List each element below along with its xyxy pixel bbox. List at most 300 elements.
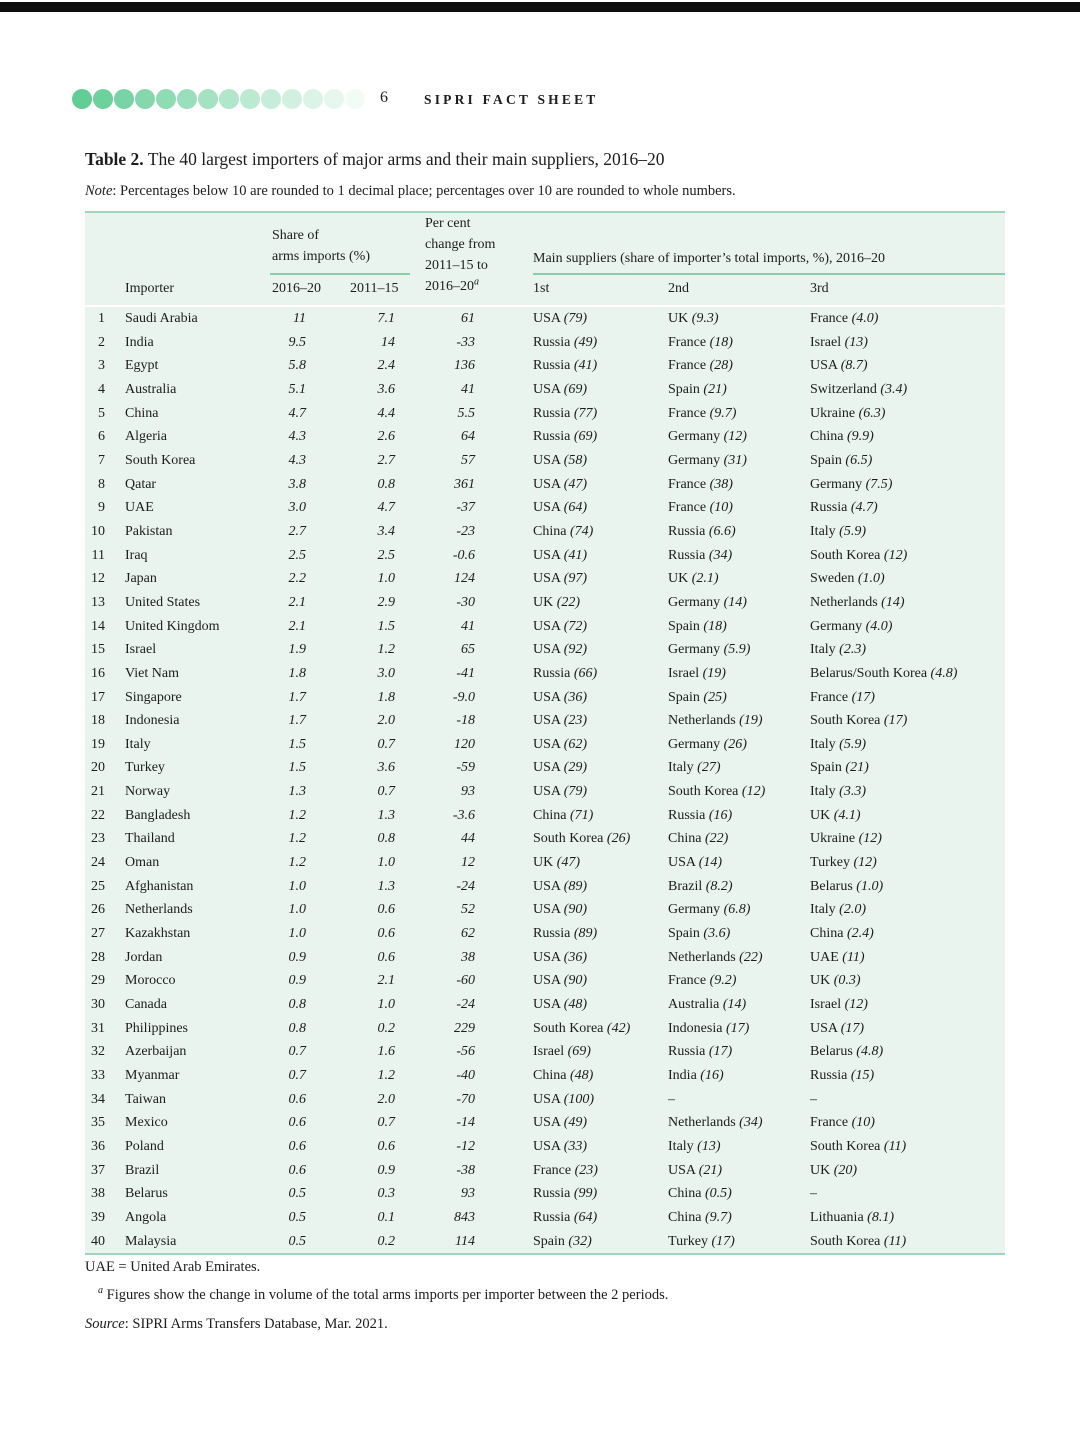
pct-footnote-marker: a [474, 276, 480, 288]
supplier-1st-cell [533, 827, 668, 851]
supplier-share: (4.0) [865, 618, 893, 634]
importer-cell: Pakistan [125, 523, 173, 539]
supplier-1st-cell [533, 875, 668, 899]
table-title-text: The 40 largest importers of major arms and their main suppliers, 2016–20 [147, 149, 665, 169]
source-note [85, 1316, 388, 1333]
supplier-name: Italy [810, 902, 836, 918]
supplier-name: South Korea [810, 713, 881, 729]
supplier-name: Brazil [668, 878, 703, 894]
rank-cell: 34 [91, 1091, 105, 1107]
supplier-share: (5.9) [839, 523, 866, 539]
table-row [85, 544, 1005, 568]
supplier-name: France [668, 973, 707, 989]
supplier-1st-cell [533, 331, 668, 355]
supplier-name: Spain [533, 1233, 565, 1249]
supplier-name: Russia [668, 523, 706, 539]
supplier-name: USA [533, 1138, 561, 1154]
supplier-name: USA [533, 784, 561, 800]
supplier-name: Indonesia [668, 1020, 723, 1036]
supplier-share: (2.3) [839, 642, 866, 658]
dot-icon [114, 89, 134, 109]
supplier-1st-cell [533, 567, 668, 591]
supplier-share: (34) [739, 1115, 763, 1131]
share-2016-cell: 2.5 [288, 547, 306, 563]
share-2011-cell: 4.7 [377, 500, 396, 516]
supplier-share: (79) [563, 784, 588, 800]
rank-cell: 25 [91, 878, 105, 894]
supplier-name: China [533, 1068, 567, 1083]
supplier-name: Belarus/South Korea [810, 665, 928, 681]
supplier-2nd-cell [668, 1088, 810, 1112]
supplier-share: (77) [573, 405, 598, 421]
supplier-share: (12) [858, 831, 882, 847]
supplier-3rd-cell [810, 827, 1005, 851]
pct-change-header [410, 212, 533, 306]
share-2016-cell: 1.7 [288, 689, 306, 705]
supplier-share: (26) [723, 736, 747, 752]
supplier-1st-cell [533, 898, 668, 922]
importer-cell: Oman [125, 855, 160, 871]
supplier-name: Russia [810, 1068, 848, 1083]
supplier-share: (12) [883, 547, 908, 563]
share-2011-cell: 0.3 [377, 1186, 396, 1202]
supplier-name: USA [533, 878, 561, 894]
supplier-name: Israel [810, 334, 842, 350]
dot-icon [345, 89, 365, 109]
supplier-name: Spain [668, 689, 700, 705]
supplier-3rd-cell [810, 591, 1005, 615]
supplier-1st-cell [533, 378, 668, 402]
table-row [85, 449, 1005, 473]
supplier-3rd-cell [810, 331, 1005, 355]
supplier-name: Israel [533, 1044, 565, 1060]
supplier-2nd-cell [668, 1064, 810, 1088]
supplier-name: France [810, 1115, 849, 1131]
supplier-share: (66) [573, 665, 598, 681]
supplier-3rd-cell [810, 756, 1005, 780]
supplier-share: (14) [881, 594, 905, 610]
supplier-share: (7.5) [865, 476, 893, 492]
supplier-name: Netherlands [668, 949, 736, 965]
importer-cell: Singapore [125, 689, 182, 705]
table-row [85, 1159, 1005, 1183]
table-row [85, 473, 1005, 497]
supplier-share: (25) [703, 689, 727, 705]
footnote-a-marker: a [98, 1285, 103, 1297]
supplier-2nd-cell [668, 733, 810, 757]
supplier-2nd-cell [668, 354, 810, 378]
supplier-share: (49) [563, 1115, 588, 1131]
share-2011-cell: 1.2 [377, 1068, 396, 1083]
supplier-name: China [668, 831, 702, 847]
supplier-3rd-cell [810, 804, 1005, 828]
supplier-1st-cell [533, 1017, 668, 1041]
rank-cell: 24 [91, 855, 105, 871]
table-row [85, 969, 1005, 993]
change-cell: -24 [456, 878, 476, 894]
pct-line1: Per cent [425, 216, 471, 231]
importer-cell: India [125, 334, 154, 350]
supplier-name: Russia [533, 429, 571, 445]
table-row [85, 1017, 1005, 1041]
supplier-name: Ukraine [810, 831, 856, 847]
share-2011-cell: 0.7 [377, 736, 396, 752]
rank-cell: 11 [91, 547, 105, 563]
supplier-1st-cell [533, 804, 668, 828]
supplier-2nd-cell [668, 544, 810, 568]
supplier-name: UK [668, 311, 689, 326]
rank-cell: 14 [91, 618, 105, 634]
main-suppliers-spanner-header: Main suppliers (share of importer’s total imports, %), 2016–20 [533, 212, 1005, 274]
importer-cell: Morocco [125, 973, 176, 989]
supplier-share: (18) [709, 334, 733, 350]
supplier-share: (74) [569, 523, 594, 539]
rank-cell: 3 [98, 358, 105, 374]
supplier-share: (42) [606, 1020, 631, 1036]
supplier-share: (6.5) [845, 452, 873, 468]
supplier-name: USA [533, 760, 561, 776]
change-cell: -3.6 [452, 807, 476, 823]
supplier-name: USA [533, 618, 561, 634]
table-row [85, 378, 1005, 402]
table-row [85, 780, 1005, 804]
rank-cell: 35 [91, 1115, 105, 1131]
supplier-2nd-cell [668, 473, 810, 497]
supplier-1st-cell [533, 1159, 668, 1183]
supplier-2nd-cell [668, 638, 810, 662]
supplier-2nd-cell [668, 567, 810, 591]
share-2016-cell: 9.5 [288, 334, 306, 350]
supplier-2nd-cell [668, 662, 810, 686]
supplier-name: Germany [668, 736, 721, 752]
share-2016-cell: 0.9 [288, 949, 306, 965]
supplier-share: (8.2) [705, 878, 733, 894]
supplier-name: Russia [533, 665, 571, 681]
importer-cell: Belarus [125, 1186, 168, 1202]
supplier-3rd-cell [810, 402, 1005, 426]
rank-cell: 4 [98, 381, 105, 397]
rank-cell: 12 [91, 571, 105, 587]
supplier-3rd-cell [810, 1230, 1005, 1255]
supplier-share: (49) [573, 334, 598, 350]
supplier-name: Germany [810, 618, 863, 634]
supplier-name: USA [533, 949, 561, 965]
supplier-name: Turkey [668, 1233, 708, 1249]
share-2016-cell: 0.5 [288, 1186, 306, 1202]
supplier-name: France [668, 476, 707, 492]
supplier-name: South Korea [533, 1020, 604, 1036]
importer-cell: Thailand [125, 831, 175, 847]
supplier-name: China [668, 1209, 702, 1225]
rank-cell: 15 [91, 642, 105, 658]
supplier-name: USA [533, 1091, 561, 1107]
share-2016-cell: 0.6 [288, 1138, 306, 1154]
rank-cell: 8 [98, 476, 105, 492]
supplier-1st-cell [533, 496, 668, 520]
share-2011-cell: 0.8 [377, 831, 396, 847]
rank-cell: 37 [91, 1162, 105, 1178]
supplier-1st-cell [533, 306, 668, 331]
supplier-share: (5.9) [723, 642, 751, 658]
change-cell: 136 [454, 358, 476, 374]
table-wrapper [85, 211, 1005, 1255]
share-2016-cell: 4.3 [288, 452, 306, 468]
share-2016-cell: 0.9 [288, 973, 306, 989]
supplier-share: (79) [563, 311, 588, 326]
supplier-name: Israel [668, 665, 700, 681]
supplier-3rd-cell [810, 378, 1005, 402]
table-row [85, 946, 1005, 970]
rank-cell: 26 [91, 902, 105, 918]
supplier-2nd-cell [668, 378, 810, 402]
supplier-name: USA [810, 358, 838, 374]
share-2016-cell: 0.8 [288, 1020, 306, 1036]
supplier-name: Italy [810, 642, 836, 658]
supplier-3rd-cell [810, 520, 1005, 544]
share-2011-cell: 1.3 [377, 807, 396, 823]
share-2011-cell: 4.4 [377, 405, 396, 421]
share-2016-cell: 2.1 [288, 594, 306, 610]
importer-cell: Australia [125, 381, 177, 397]
supplier-name: Ukraine [810, 405, 856, 421]
change-cell: 120 [454, 736, 476, 752]
rank-cell: 28 [91, 949, 105, 965]
supplier-3rd-cell [810, 946, 1005, 970]
supplier-1st-cell [533, 1182, 668, 1206]
importer-cell: Taiwan [125, 1091, 167, 1107]
share-2016-cell: 1.0 [288, 878, 306, 894]
share-2016-cell: 0.5 [288, 1209, 306, 1225]
supplier-share: (0.3) [833, 973, 861, 989]
supplier-share: (69) [567, 1044, 591, 1060]
share-2016-cell: 0.5 [288, 1233, 306, 1249]
table-row [85, 354, 1005, 378]
change-cell: 61 [461, 311, 476, 326]
supplier-2nd-cell [668, 756, 810, 780]
supplier-share: (16) [700, 1068, 724, 1083]
pct-line2: change from [425, 237, 496, 252]
supplier-2nd-cell [668, 1182, 810, 1206]
footnote-a [85, 1287, 668, 1304]
supplier-3rd-cell [810, 733, 1005, 757]
supplier-name: China [533, 523, 567, 539]
share-2011-cell: 2.9 [377, 594, 396, 610]
supplier-1st-column-header: 1st [533, 274, 668, 306]
share-2016-cell: 1.0 [288, 902, 306, 918]
rank-cell: 23 [91, 831, 105, 847]
supplier-name: Italy [810, 784, 836, 800]
spanner-header-row [85, 212, 1005, 274]
supplier-name: Netherlands [668, 713, 736, 729]
dot-icon [240, 89, 260, 109]
share-2016-cell: 0.8 [288, 997, 306, 1013]
supplier-3rd-cell [810, 1064, 1005, 1088]
supplier-1st-cell [533, 1206, 668, 1230]
supplier-3rd-cell [810, 544, 1005, 568]
dot-icon [303, 89, 323, 109]
supplier-share: (62) [563, 736, 588, 752]
share-2016-cell: 2.2 [288, 571, 306, 587]
rank-cell: 36 [91, 1138, 105, 1154]
supplier-share: (13) [844, 334, 868, 350]
supplier-2nd-cell [668, 1135, 810, 1159]
table-row [85, 496, 1005, 520]
rank-cell: 17 [91, 689, 105, 705]
supplier-name: South Korea [810, 547, 881, 563]
supplier-name: USA [668, 855, 696, 871]
supplier-name: Russia [668, 547, 706, 563]
rank-cell: 21 [91, 784, 105, 800]
supplier-2nd-cell [668, 804, 810, 828]
importer-cell: Canada [125, 997, 167, 1013]
table-row [85, 520, 1005, 544]
supplier-name: Russia [810, 500, 848, 516]
supplier-1st-cell [533, 733, 668, 757]
supplier-share: (6.3) [858, 405, 886, 421]
supplier-name: USA [533, 736, 561, 752]
supplier-share: (99) [573, 1186, 598, 1202]
share-2016-cell: 3.0 [288, 500, 306, 516]
supplier-name: Russia [533, 358, 571, 374]
supplier-1st-cell [533, 1040, 668, 1064]
supplier-share: (21) [698, 1162, 723, 1178]
rank-cell: 13 [91, 594, 105, 610]
supplier-name: Germany [810, 476, 863, 492]
supplier-share: (18) [703, 618, 727, 634]
supplier-2nd-cell [668, 331, 810, 355]
supplier-name: USA [533, 642, 561, 658]
supplier-share: (72) [563, 618, 588, 634]
share-2011-cell: 2.0 [377, 1091, 396, 1107]
change-cell: 62 [461, 926, 476, 942]
supplier-3rd-cell [810, 875, 1005, 899]
supplier-share: (21) [845, 760, 869, 776]
share-2011-cell: 0.6 [377, 926, 396, 942]
supplier-share: (10) [851, 1115, 875, 1131]
table-row [85, 733, 1005, 757]
table-row [85, 1206, 1005, 1230]
supplier-3rd-cell [810, 1088, 1005, 1112]
importer-cell: Brazil [125, 1162, 160, 1178]
supplier-2nd-cell [668, 898, 810, 922]
supplier-3rd-cell [810, 898, 1005, 922]
importer-cell: Saudi Arabia [125, 311, 198, 326]
rank-cell: 10 [91, 523, 105, 539]
supplier-1st-cell [533, 662, 668, 686]
table-row [85, 1230, 1005, 1255]
table-row [85, 425, 1005, 449]
change-cell: 229 [454, 1020, 476, 1036]
rank-cell: 30 [91, 997, 105, 1013]
supplier-2nd-cell [668, 922, 810, 946]
supplier-name: Germany [668, 594, 721, 610]
supplier-2nd-cell [668, 1206, 810, 1230]
table-row [85, 1088, 1005, 1112]
supplier-name: USA [533, 1115, 561, 1131]
share-spanner-line2: arms imports (%) [272, 248, 370, 264]
supplier-share: (47) [556, 855, 581, 871]
importer-cell: Norway [125, 784, 171, 800]
supplier-name: South Korea [533, 831, 604, 847]
supplier-share: (64) [563, 500, 588, 516]
supplier-share: (10) [709, 500, 733, 516]
share-2016-cell: 2.1 [288, 618, 306, 634]
table-row [85, 402, 1005, 426]
supplier-name: Italy [810, 736, 836, 752]
supplier-share: (92) [563, 642, 588, 658]
supplier-name: USA [533, 997, 561, 1013]
supplier-2nd-cell [668, 520, 810, 544]
table-row [85, 1182, 1005, 1206]
change-cell: 12 [461, 855, 476, 871]
supplier-name: Germany [668, 902, 721, 918]
supplier-2nd-cell [668, 449, 810, 473]
supplier-share: (22) [739, 949, 763, 965]
supplier-share: (23) [574, 1162, 598, 1178]
importer-cell: China [125, 405, 159, 421]
supplier-name: USA [668, 1162, 696, 1178]
share-2011-cell: 7.1 [377, 311, 396, 326]
rank-cell: 1 [98, 311, 105, 326]
supplier-1st-cell [533, 922, 668, 946]
change-cell: -12 [456, 1138, 476, 1154]
supplier-3rd-cell [810, 1040, 1005, 1064]
supplier-name: – [810, 1091, 818, 1107]
supplier-share: (32) [568, 1233, 592, 1249]
page-header [0, 88, 1080, 112]
supplier-name: USA [533, 902, 561, 918]
share-2011-cell: 1.6 [377, 1044, 396, 1060]
supplier-share: (22) [556, 594, 581, 610]
supplier-share: (2.1) [691, 571, 719, 587]
supplier-share: (90) [563, 973, 588, 989]
change-cell: 52 [461, 902, 476, 918]
supplier-share: (38) [709, 476, 733, 492]
supplier-name: USA [533, 689, 561, 705]
supplier-name: Russia [668, 1044, 706, 1060]
change-cell: -70 [456, 1091, 476, 1107]
supplier-3rd-cell [810, 780, 1005, 804]
supplier-1st-cell [533, 591, 668, 615]
supplier-name: Spain [668, 381, 700, 397]
supplier-2nd-cell [668, 615, 810, 639]
supplier-2nd-cell [668, 1159, 810, 1183]
supplier-1st-cell [533, 473, 668, 497]
share-2016-cell: 1.2 [288, 855, 306, 871]
table-row [85, 591, 1005, 615]
share-2011-cell: 3.4 [377, 523, 396, 539]
share-2011-cell: 2.1 [377, 973, 396, 989]
supplier-share: (71) [569, 807, 594, 823]
rank-cell: 2 [98, 334, 105, 350]
supplier-name: UK [810, 1162, 831, 1178]
share-2016-cell: 0.6 [288, 1162, 306, 1178]
supplier-share: (12) [741, 784, 766, 800]
rank-cell: 9 [98, 500, 105, 516]
supplier-name: UK [810, 807, 831, 823]
supplier-name: Netherlands [668, 1115, 736, 1131]
share-2011-cell: 1.0 [377, 855, 396, 871]
supplier-share: (29) [563, 760, 588, 776]
table-row [85, 638, 1005, 662]
supplier-3rd-cell [810, 638, 1005, 662]
change-cell: 5.5 [457, 405, 476, 421]
dot-icon [177, 89, 197, 109]
supplier-2nd-cell [668, 591, 810, 615]
supplier-name: China [533, 807, 567, 823]
share-2016-cell: 0.7 [288, 1068, 306, 1083]
supplier-3rd-cell [810, 851, 1005, 875]
